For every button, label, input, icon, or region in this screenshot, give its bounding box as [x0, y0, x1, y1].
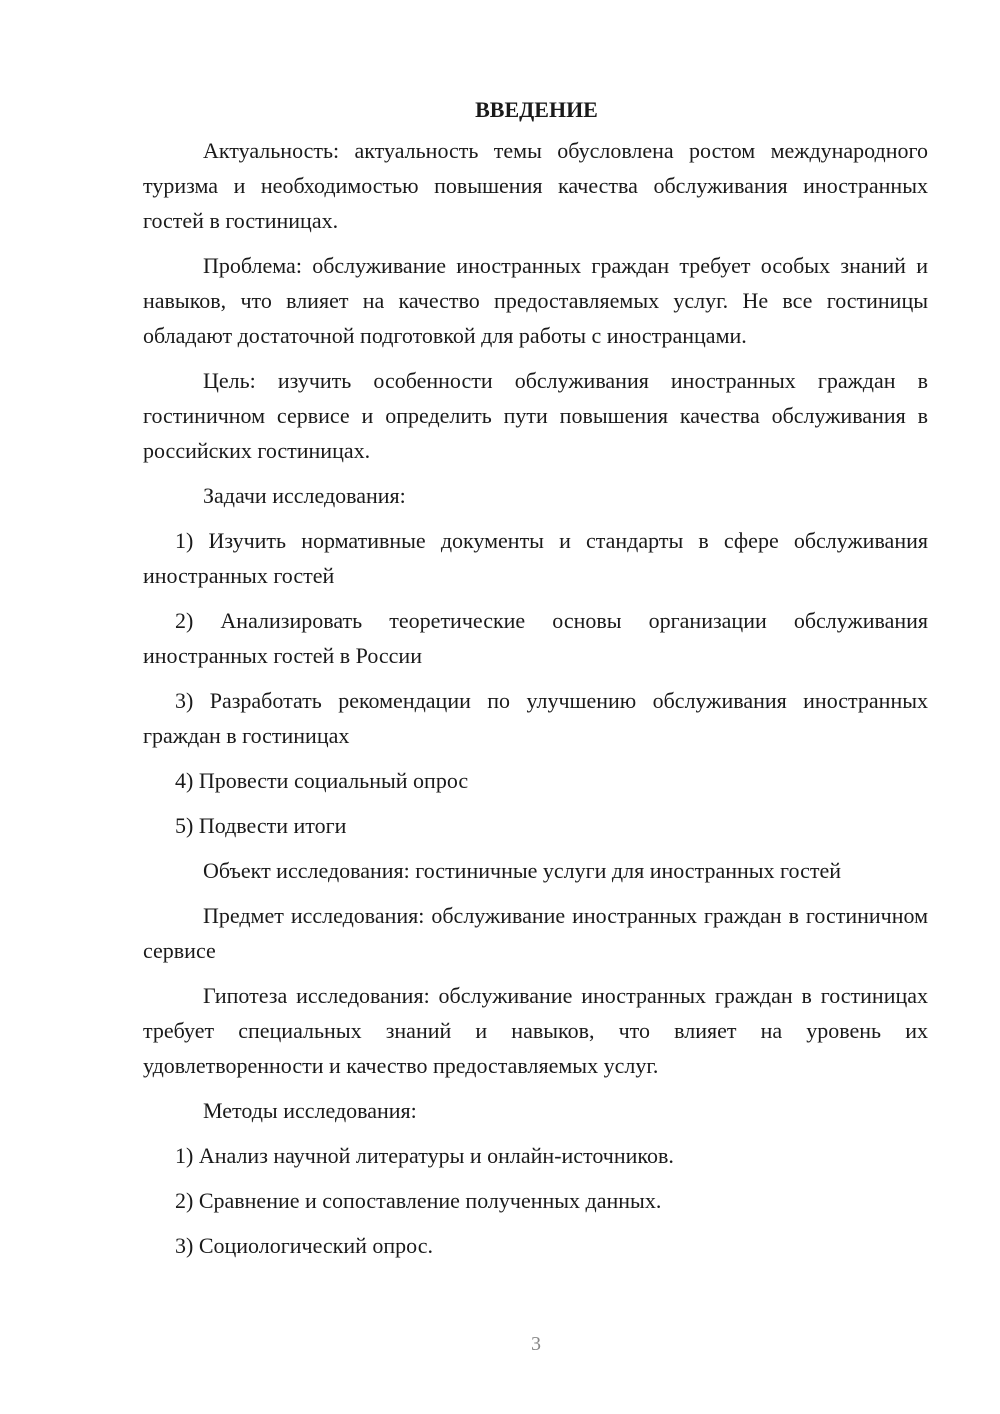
tasks-title: Задачи исследования:	[203, 483, 406, 508]
problem-paragraph: Проблема: обслуживание иностранных граждан требует особых знаний и навыков, что влияет на качество предоставляемых услуг. Не все гостиницы обладают достаточной подготовкой для работы с иностранцами.	[143, 253, 928, 348]
document-page	[143, 92, 928, 1273]
object-paragraph: Объект исследования: гостиничные услуги для иностранных гостей	[203, 858, 841, 883]
method-item: 3) Социологический опрос.	[175, 1233, 433, 1258]
section-heading: ВВЕДЕНИЕ	[475, 97, 598, 122]
task-item: 2) Анализировать теоретические основы организации обслуживания иностранных гостей в России	[143, 608, 928, 668]
task-item: 1) Изучить нормативные документы и стандарты в сфере обслуживания иностранных гостей	[143, 528, 928, 588]
subject-paragraph: Предмет исследования: обслуживание иностранных граждан в гостиничном сервисе	[143, 903, 928, 963]
relevance-paragraph: Актуальность: актуальность темы обусловлена ростом международного туризма и необходимостью повышения качества обслуживания иностранных гостей в гостиницах.	[143, 138, 928, 233]
method-item: 1) Анализ научной литературы и онлайн-источников.	[175, 1143, 674, 1168]
goal-paragraph: Цель: изучить особенности обслуживания иностранных граждан в гостиничном сервисе и определить пути повышения качества обслуживания в российских гостиницах.	[143, 368, 928, 463]
task-item: 3) Разработать рекомендации по улучшению обслуживания иностранных граждан в гостиницах	[143, 688, 928, 748]
task-item: 4) Провести социальный опрос	[175, 768, 469, 793]
methods-title: Методы исследования:	[203, 1098, 417, 1123]
hypothesis-paragraph: Гипотеза исследования: обслуживание иностранных граждан в гостиницах требует специальных знаний и навыков, что влияет на уровень их удовлетворенности и качество предоставляемых услуг.	[143, 983, 928, 1078]
task-item: 5) Подвести итоги	[175, 813, 347, 838]
method-item: 2) Сравнение и сопоставление полученных данных.	[175, 1188, 662, 1213]
page-number: 3	[531, 1333, 541, 1355]
